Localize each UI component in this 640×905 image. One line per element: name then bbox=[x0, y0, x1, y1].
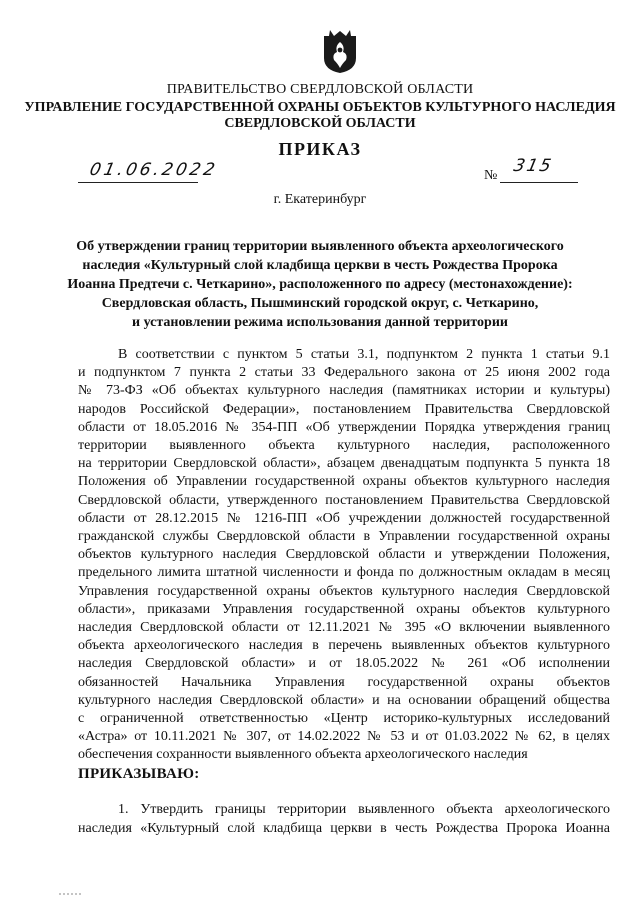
body-line: обеспечения сохранности выявленного объекта археологического наследия bbox=[78, 747, 528, 763]
department-name bbox=[0, 100, 640, 132]
department-line: СВЕРДЛОВСКОЙ ОБЛАСТИ bbox=[224, 116, 416, 131]
body-line: области от 18.05.2016 № 354-ПП «Об утверждении Порядка утверждения границ bbox=[78, 419, 610, 435]
city: г. Екатеринбург bbox=[273, 192, 367, 207]
order-number: 315 bbox=[511, 156, 555, 176]
body-line: гражданской службы Свердловской области в Управлении государственной охраны bbox=[78, 529, 610, 545]
coat-of-arms-icon bbox=[322, 28, 358, 74]
body-line: Управления государственной охраны объектов культурного наследия Свердловской bbox=[78, 583, 610, 599]
body-line: территории выявленного объекта культурного наследия, расположенного bbox=[78, 438, 610, 454]
number-underline bbox=[500, 182, 578, 183]
body-line: В соответствии с пунктом 5 статьи 3.1, подпунктом 2 пункта 1 статьи 9.1 bbox=[118, 347, 610, 362]
heading-line: Свердловская область, Пышминский городской округ, с. Четкарино, bbox=[101, 296, 539, 311]
body-line: наследия Свердловской области» и от 18.05.2022 № 261 «Об исполнении bbox=[78, 656, 610, 672]
footer-mark-icon bbox=[58, 890, 84, 898]
body-line: обязанностей Начальника Управления государственной охраны объектов bbox=[78, 674, 610, 690]
body-line: предельного лимита штатной численности и фонда по должностным окладам в месяц bbox=[78, 565, 610, 581]
heading-line: наследия «Культурный слой кладбища церкви в честь Рождества Пророка bbox=[82, 258, 558, 273]
heading-line: Об утверждении границ территории выявленного объекта археологического bbox=[76, 239, 564, 254]
body-line: с ограниченной ответственностью «Центр историко-культурных исследований bbox=[78, 711, 610, 727]
body-line: объектов культурного наследия Свердловской области и утверждении Положения, bbox=[78, 547, 610, 563]
order-date: 01.06.2022 bbox=[87, 160, 220, 180]
body-line: № 73-ФЗ «Об объектах культурного наследия (памятниках истории и культуры) bbox=[78, 383, 610, 399]
document-type: ПРИКАЗ bbox=[278, 139, 362, 159]
body-line: «Астра» от 10.11.2021 № 307, от 14.02.2022 № 53 и от 01.03.2022 № 62, в целях bbox=[78, 729, 610, 745]
body-line: культурного наследия Свердловской области» и на основании обращений общества bbox=[78, 692, 610, 708]
heading-line: и установлении режима использования данной территории bbox=[132, 315, 508, 330]
order-item-1 bbox=[78, 800, 610, 838]
order-heading bbox=[0, 237, 640, 332]
order-directive: ПРИКАЗЫВАЮ: bbox=[78, 766, 200, 782]
body-line: Положения об Управлении государственной охраны объектов культурного наследия bbox=[78, 474, 610, 490]
number-label: № bbox=[484, 168, 498, 183]
body-line: и подпунктом 7 пункта 2 статьи 33 Федерального закона от 25 июня 2002 года bbox=[78, 365, 610, 381]
order-preamble bbox=[78, 346, 610, 765]
body-line: на территории Свердловской области», абзацем двенадцатым подпункта 5 пункта 18 bbox=[78, 456, 610, 472]
heading-line: Иоанна Предтечи с. Четкарино», расположенного по адресу (местонахождение): bbox=[67, 277, 573, 292]
item-line: наследия «Культурный слой кладбища церкви в честь Рождества Пророка Иоанна bbox=[78, 821, 610, 836]
item-line: 1. Утвердить границы территории выявленного объекта археологического bbox=[118, 802, 610, 817]
body-line: объекта археологического наследия в перечень выявленных объектов культурного bbox=[78, 638, 610, 654]
body-line: области от 28.12.2015 № 1216-ПП «Об учреждении должностей государственной bbox=[78, 510, 610, 526]
date-underline bbox=[78, 182, 198, 183]
body-line: области», приказами Управления государственной охраны объектов культурного bbox=[78, 601, 610, 617]
body-line: наследия Свердловской области от 12.11.2021 № 395 «О включении выявленного bbox=[78, 620, 610, 636]
body-line: Свердловской области, утвержденного постановлением Правительства Свердловской bbox=[78, 492, 610, 508]
government-name: ПРАВИТЕЛЬСТВО СВЕРДЛОВСКОЙ ОБЛАСТИ bbox=[166, 82, 474, 97]
body-line: народов Российской Федерации», постановлением Правительства Свердловской bbox=[78, 401, 610, 417]
department-line: УПРАВЛЕНИЕ ГОСУДАРСТВЕННОЙ ОХРАНЫ ОБЪЕКТОВ КУЛЬТУРНОГО НАСЛЕДИЯ bbox=[24, 100, 616, 115]
